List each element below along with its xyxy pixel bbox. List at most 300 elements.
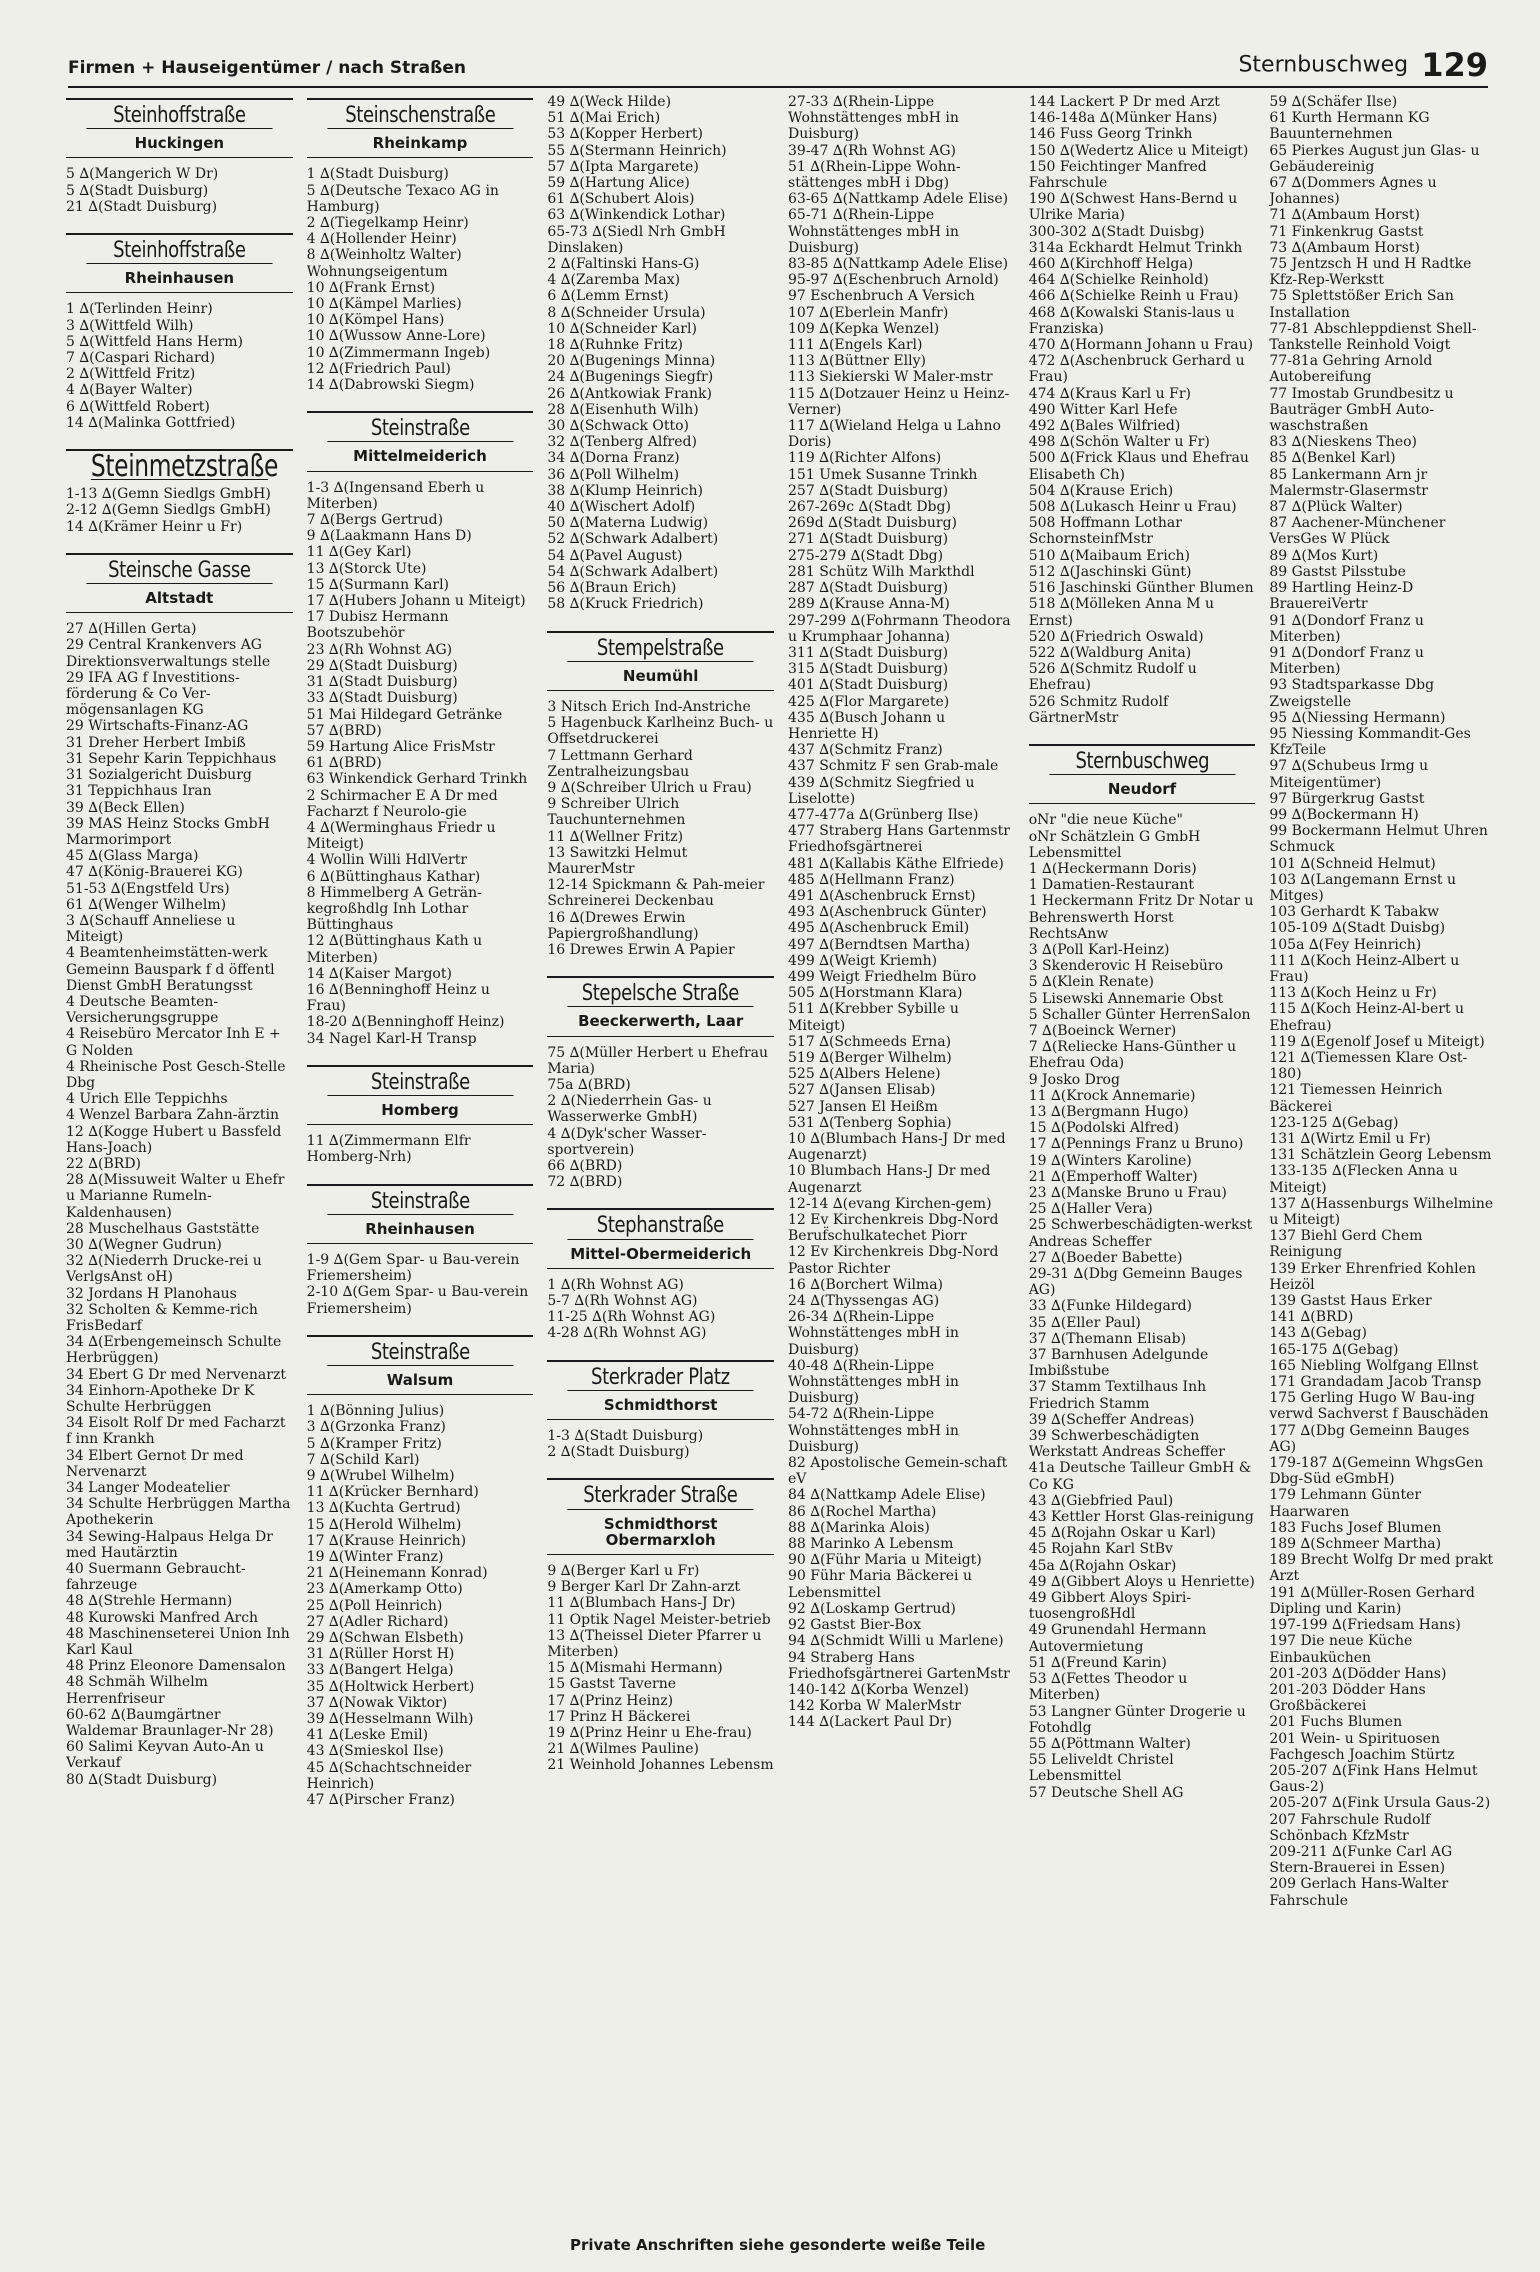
directory-entry: 4 ∆(Bayer Walter) xyxy=(66,382,193,399)
directory-entry: 57 ∆(BRD) xyxy=(306,722,382,739)
directory-entry: 75 Splettstößer Erich San Installation xyxy=(1269,288,1454,321)
directory-entry: 97 Eschenbruch A Versich xyxy=(788,288,975,305)
directory-entry: 34 Nagel Karl-H Transp xyxy=(306,1030,477,1047)
directory-entry: 39 ∆(Scheffer Andreas) xyxy=(1028,1411,1195,1428)
directory-entry: 39-47 ∆(Rh Wohnst AG) xyxy=(788,142,956,159)
directory-entry: 141 ∆(BRD) xyxy=(1269,1309,1354,1326)
directory-entry: 39 Schwerbeschädigten Werkstatt Andreas Scheffer xyxy=(1028,1428,1225,1461)
directory-entry: 113 ∆(Büttner Elly) xyxy=(788,353,926,370)
directory-entry: 4 Reisebüro Mercator Inh E + G Nolden xyxy=(66,1026,281,1059)
directory-entry: 41 ∆(Leske Emil) xyxy=(306,1727,429,1744)
directory-entry: 49 ∆(Gibbert Aloys u Henriette) xyxy=(1028,1573,1255,1590)
directory-entry: 485 ∆(Hellmann Franz) xyxy=(788,871,955,888)
directory-entry: 28 ∆(Eisenhuth Wilh) xyxy=(547,401,699,418)
directory-entry: 34 ∆(Erbengemeinsch Schulte Herbrüggen) xyxy=(66,1334,282,1367)
header-section-title: Firmen + Hauseigentümer / nach Straßen xyxy=(68,58,466,78)
directory-entry: 34 Elbert Gernot Dr med Nervenarzt xyxy=(66,1447,244,1480)
district-name: Schmidthorst Obermarxloh xyxy=(547,1510,774,1555)
street-heading-block xyxy=(66,553,293,613)
directory-entry: 470 ∆(Hormann Johann u Frau) xyxy=(1028,337,1254,354)
directory-entry: 14 ∆(Kaiser Margot) xyxy=(306,965,452,982)
directory-entry: 113 ∆(Koch Heinz u Fr) xyxy=(1269,985,1437,1002)
directory-entry: 4 ∆(Zaremba Max) xyxy=(547,272,681,289)
directory-entry: 2 ∆(Tiegelkamp Heinr) xyxy=(306,215,469,232)
district-name: Schmidthorst xyxy=(547,1391,774,1420)
directory-entry: 508 ∆(Lukasch Heinr u Frau) xyxy=(1028,499,1237,516)
directory-entry: 177 ∆(Dbg Gemeinn Bauges AG) xyxy=(1269,1422,1470,1455)
directory-entry: 140-142 ∆(Korba Wenzel) xyxy=(788,1681,969,1698)
directory-entry: 23 ∆(Rh Wohnst AG) xyxy=(306,641,453,658)
directory-entry: 27 ∆(Hillen Gerta) xyxy=(66,621,197,638)
directory-entry: 73 ∆(Ambaum Horst) xyxy=(1269,239,1420,256)
directory-entry: 29 ∆(Schwan Elsbeth) xyxy=(306,1630,464,1647)
street-name: Steinschenstraße xyxy=(327,100,513,129)
directory-entry: 84 ∆(Nattkamp Adele Elise) xyxy=(788,1487,986,1504)
directory-entry: 121 ∆(Tiemessen Klare Ost-180) xyxy=(1269,1049,1468,1083)
directory-entry: 11 ∆(Wellner Fritz) xyxy=(547,828,684,845)
directory-entry: 492 ∆(Bales Wilfried) xyxy=(1028,418,1181,435)
directory-entry: 28 ∆(Missuweit Walter u Ehefr u Marianne Rumeln-Kaldenhausen) xyxy=(66,1172,285,1221)
district-name: Altstadt xyxy=(66,584,293,613)
directory-entry: 6 ∆(Lemm Ernst) xyxy=(547,288,669,305)
directory-entry: 92 Gastst Bier-Box xyxy=(788,1617,921,1634)
directory-entry: 57 ∆(Ipta Margarete) xyxy=(547,158,699,175)
directory-entry: 43 ∆(Giebfried Paul) xyxy=(1028,1492,1174,1509)
directory-entry: 4 ∆(Werminghaus Friedr u Miteigt) xyxy=(306,819,496,853)
directory-entry: 95 Niessing Kommandit-Ges KfzTeile xyxy=(1269,725,1471,759)
directory-entry: 17 Dubisz Hermann Bootszubehör xyxy=(306,609,449,642)
street-heading-block xyxy=(307,411,534,471)
district-name: Neudorf xyxy=(1029,775,1256,804)
directory-entry: 460 ∆(Kirchhoff Helga) xyxy=(1028,256,1194,273)
directory-entry: 150 ∆(Wedertz Alice u Miteigt) xyxy=(1028,142,1249,159)
directory-entry: 55 Leliveldt Christel Lebensmittel xyxy=(1028,1752,1174,1785)
directory-entry: 12 Ev Kirchenkreis Dbg-Nord Beruf̈schulkatechet Piorr xyxy=(788,1212,999,1245)
directory-entry: 45 ∆(Rojahn Oskar u Karl) xyxy=(1028,1525,1216,1542)
directory-entry: 32 ∆(Tenberg Alfred) xyxy=(547,434,697,451)
directory-entry: 9 ∆(Laakmann Hans D) xyxy=(306,528,472,545)
directory-entry: 39 ∆(Beck Ellen) xyxy=(66,799,185,816)
directory-entry: 89 ∆(Mos Kurt) xyxy=(1269,547,1379,564)
directory-entry: 209 Gerlach Hans-Walter Fahrschule xyxy=(1269,1876,1449,1909)
directory-entry: 29 Central Krankenvers AG Direktionsverwaltungs stelle xyxy=(66,637,271,670)
directory-entry: 183 Fuchs Josef Blumen xyxy=(1269,1519,1442,1536)
directory-entry: 5 ∆(Wittfeld Hans Herm) xyxy=(66,333,243,350)
directory-entry: 119 ∆(Egenolf Josef u Miteigt) xyxy=(1269,1033,1485,1050)
directory-entry: 87 Aachener-Münchener VersGes W Plück xyxy=(1269,515,1446,548)
directory-entry: 29 ∆(Stadt Duisburg) xyxy=(306,657,458,674)
directory-entry: 107 ∆(Eberlein Manfr) xyxy=(788,304,949,321)
directory-entry: 10 ∆(Blumbach Hans-J Dr med Augenarzt) xyxy=(788,1131,1006,1164)
directory-entry: 119 ∆(Richter Alfons) xyxy=(788,450,942,467)
street-name: Steinhoffstraße xyxy=(86,235,272,264)
directory-entry: 34 Sewing-Halpaus Helga Dr med Hautärztin xyxy=(66,1528,273,1561)
directory-entry: 34 ∆(Dorna Franz) xyxy=(547,450,680,467)
directory-entry: 179 Lehmann Günter Haarwaren xyxy=(1269,1487,1422,1520)
directory-entry: 45 ∆(Glass Marga) xyxy=(66,848,199,865)
directory-entry: 435 ∆(Busch Johann u Henriette H) xyxy=(788,709,946,742)
street-heading-block xyxy=(66,98,293,158)
directory-entry: 267-269c ∆(Stadt Dbg) xyxy=(788,499,951,516)
directory-entry: 490 Witter Karl Hefe xyxy=(1028,401,1178,418)
directory-entry: 14 ∆(Dabrowski Siegm) xyxy=(306,377,475,394)
directory-entry: 85 Lankermann Arn jr Malermstr-Glasermstr xyxy=(1269,466,1428,499)
directory-column xyxy=(547,94,774,2204)
directory-entry: 61 ∆(Schubert Alois) xyxy=(547,191,695,208)
directory-entry: 201-203 ∆(Dödder Hans) xyxy=(1269,1665,1447,1682)
directory-entry: 99 ∆(Bockermann H) xyxy=(1269,806,1419,823)
directory-entry: 4 ∆(Dyk'scher Wasser-sportverein) xyxy=(547,1125,707,1158)
directory-entry: 16 ∆(Borchert Wilma) xyxy=(788,1276,944,1293)
directory-entry: 83 ∆(Nieskens Theo) xyxy=(1269,434,1418,451)
directory-entry: 49 Grunendahl Hermann Autovermietung xyxy=(1028,1622,1207,1655)
directory-entry: 37 Stamm Textilhaus Inh Friedrich Stamm xyxy=(1028,1379,1207,1412)
street-name: Steinstraße xyxy=(327,1067,513,1096)
directory-entry: 10 ∆(Frank Ernst) xyxy=(306,279,436,296)
district-name: Rheinkamp xyxy=(307,129,534,158)
directory-entry: 31 Dreher Herbert Imbiß xyxy=(66,734,246,751)
directory-entry: 82 Apostolische Gemein-schaft eV xyxy=(788,1455,1008,1488)
directory-entry: 15 Gastst Taverne xyxy=(547,1676,676,1693)
directory-entry: 51-53 ∆(Engstfeld Urs) xyxy=(66,880,230,897)
directory-entry: 464 ∆(Schielke Reinhold) xyxy=(1028,272,1209,289)
directory-entry: 51 ∆(Freund Karin) xyxy=(1028,1654,1167,1671)
directory-entry: 7 ∆(Bergs Gertrud) xyxy=(306,512,444,529)
directory-entry: 14 ∆(Malinka Gottfried) xyxy=(66,414,236,431)
directory-entry: 105-109 ∆(Stadt Duisbg) xyxy=(1269,920,1446,937)
directory-entry: 300-302 ∆(Stadt Duisbg) xyxy=(1028,223,1205,240)
directory-entry: 75 ∆(Müller Herbert u Ehefrau Maria) xyxy=(547,1044,769,1077)
directory-entry: 500 ∆(Frick Klaus und Ehefrau Elisabeth Ch) xyxy=(1028,450,1249,483)
directory-entry: 55 ∆(Stermann Heinrich) xyxy=(547,142,727,159)
directory-entry: 13 ∆(Kuchta Gertrud) xyxy=(306,1500,461,1517)
directory-entry: 257 ∆(Stadt Duisburg) xyxy=(788,482,949,499)
directory-entry: 90 Führ Maria Bäckerei u Lebensmittel xyxy=(788,1568,972,1601)
directory-entry: 20 ∆(Bugenings Minna) xyxy=(547,353,716,370)
directory-entry: 401 ∆(Stadt Duisburg) xyxy=(788,677,949,694)
directory-entry: 1 ∆(Terlinden Heinr) xyxy=(66,301,213,318)
directory-entry: 61 ∆(BRD) xyxy=(306,755,382,772)
directory-entry: 297-299 ∆(Fohrmann Theodora u Krumphaar Johanna) xyxy=(788,612,1011,645)
directory-entry: 24 ∆(Thyssengas AG) xyxy=(788,1293,940,1310)
directory-entry: 4 Wollin Willi HdlVertr xyxy=(306,852,468,869)
directory-entry: 12 ∆(Friedrich Paul) xyxy=(306,360,451,377)
directory-entry: 207 Fahrschule Rudolf Schönbach KfzMstr xyxy=(1269,1811,1431,1844)
street-name: Sterkrader Platz xyxy=(568,1362,754,1391)
street-name: Steinstraße xyxy=(327,413,513,442)
directory-columns xyxy=(66,94,1496,2204)
directory-entry: 111 ∆(Engels Karl) xyxy=(788,337,923,354)
directory-entry: 35 ∆(Eller Paul) xyxy=(1028,1314,1141,1331)
directory-entry: 5 Lisewski Annemarie Obst xyxy=(1028,990,1224,1007)
directory-entry: 165 Niebling Wolfgang Ellnst xyxy=(1269,1357,1479,1374)
directory-entry: 11 ∆(Zimmermann Elfr Homberg-Nrh) xyxy=(306,1133,471,1166)
directory-entry: 175 Gerling Hugo W Bau-ing verwd Sachverst f Bauschäden xyxy=(1269,1390,1489,1423)
directory-entry: 83-85 ∆(Nattkamp Adele Elise) xyxy=(788,256,1009,273)
directory-entry: 5 ∆(Stadt Duisburg) xyxy=(66,182,209,199)
directory-entry: 35 ∆(Holtwick Herbert) xyxy=(306,1678,475,1695)
directory-entry: 9 Josko Drog xyxy=(1028,1071,1120,1088)
directory-entry: 314a Eckhardt Helmut Trinkh xyxy=(1028,239,1243,256)
directory-entry: 4 ∆(Hollender Heinr) xyxy=(306,231,457,248)
directory-entry: 29 IFA AG f Investitions-förderung & Co Ver-mögensanlagen KG xyxy=(66,669,240,719)
directory-entry: 3 ∆(Grzonka Franz) xyxy=(306,1419,446,1436)
directory-entry: 30 ∆(Wegner Gudrun) xyxy=(66,1236,222,1253)
directory-entry: 29-31 ∆(Dbg Gemeinn Bauges AG) xyxy=(1028,1266,1243,1299)
directory-entry: 15 ∆(Herold Wilhelm) xyxy=(306,1516,462,1533)
directory-entry: 61 ∆(Wenger Wilhelm) xyxy=(66,896,227,913)
directory-entry: 499 ∆(Weigt Kriemh) xyxy=(788,952,938,969)
directory-entry: 38 ∆(Klump Heinrich) xyxy=(547,482,703,499)
directory-entry: 59 ∆(Schäfer Ilse) xyxy=(1269,94,1398,110)
directory-entry: 80 ∆(Stadt Duisburg) xyxy=(66,1771,218,1788)
directory-entry: 144 ∆(Lackert Paul Dr) xyxy=(788,1714,952,1731)
directory-entry: 2-12 ∆(Gemn Siedlgs GmbH) xyxy=(66,502,271,519)
directory-column xyxy=(788,94,1015,2204)
directory-entry: 9 ∆(Berger Karl u Fr) xyxy=(547,1563,700,1580)
directory-entry: 59 ∆(Hartung Alice) xyxy=(547,175,690,192)
directory-entry: 86 ∆(Rochel Martha) xyxy=(788,1503,937,1520)
directory-entry: 95 ∆(Niessing Hermann) xyxy=(1269,709,1446,726)
directory-entry: 474 ∆(Kraus Karl u Fr) xyxy=(1028,385,1192,402)
directory-entry: 9 Berger Karl Dr Zahn-arzt xyxy=(547,1579,741,1596)
directory-entry: 24 ∆(Bugenings Siegfr) xyxy=(547,369,714,386)
directory-entry: 1 ∆(Stadt Duisburg) xyxy=(306,166,449,183)
directory-entry: 2 ∆(Stadt Duisburg) xyxy=(547,1444,690,1461)
directory-entry: 2-10 ∆(Gem Spar- u Bau-verein Friemersheim) xyxy=(306,1284,529,1317)
directory-entry: 512 ∆(Jaschinski Günt) xyxy=(1028,563,1192,580)
directory-entry: 10 ∆(Wussow Anne-Lore) xyxy=(306,328,486,345)
directory-entry: 472 ∆(Aschenbruck Gerhard u Frau) xyxy=(1028,353,1245,386)
directory-entry: 99 Bockermann Helmut Uhren Schmuck xyxy=(1269,823,1488,856)
directory-entry: 468 ∆(Kowalski Stanis-laus u Franziska) xyxy=(1028,304,1235,337)
directory-entry: 17 ∆(Krause Heinrich) xyxy=(306,1532,467,1549)
directory-entry: 498 ∆(Schön Walter u Fr) xyxy=(1028,434,1210,451)
directory-entry: 21 ∆(Emperhoff Walter) xyxy=(1028,1168,1198,1185)
directory-entry: 10 Blumbach Hans-J Dr med Augenarzt xyxy=(788,1163,991,1196)
directory-entry: 16 Drewes Erwin A Papier xyxy=(547,941,735,958)
directory-entry: 17 Prinz H Bäckerei xyxy=(547,1708,691,1725)
directory-entry: 197 Die neue Küche Einbauküchen xyxy=(1269,1633,1413,1666)
street-name: Sternbuschweg xyxy=(1049,746,1235,775)
directory-entry: 87 ∆(Plück Walter) xyxy=(1269,499,1403,516)
directory-entry: 510 ∆(Maibaum Erich) xyxy=(1028,547,1191,564)
directory-entry: 97 Bürgerkrug Gastst xyxy=(1269,790,1425,807)
directory-entry: 41a Deutsche Tailleur GmbH & Co KG xyxy=(1028,1460,1252,1493)
directory-entry: 315 ∆(Stadt Duisburg) xyxy=(788,661,949,678)
directory-entry: 189 ∆(Schmeer Martha) xyxy=(1269,1536,1442,1553)
directory-entry: 511 ∆(Krebber Sybille u Miteigt) xyxy=(788,1001,959,1034)
directory-entry: 25 ∆(Poll Heinrich) xyxy=(306,1597,443,1614)
directory-entry: 59 Hartung Alice FrisMstr xyxy=(306,738,495,755)
directory-entry: 205-207 ∆(Fink Ursula Gaus-2) xyxy=(1269,1795,1491,1812)
directory-entry: 477-477a ∆(Grünberg Ilse) xyxy=(788,806,979,823)
directory-entry: 31 ∆(Stadt Duisburg) xyxy=(306,674,458,691)
directory-entry: 13 ∆(Theissel Dieter Pfarrer u Miterben) xyxy=(547,1627,762,1661)
directory-entry: 34 Einhorn-Apotheke Dr K Schulte Herbrüggen xyxy=(66,1382,255,1416)
directory-entry: 45 Rojahn Karl StBv xyxy=(1028,1541,1173,1558)
directory-entry: 491 ∆(Aschenbruck Ernst) xyxy=(788,887,976,904)
directory-entry: 499 Weigt Friedhelm Büro xyxy=(788,968,977,985)
directory-entry: 11 ∆(Blumbach Hans-J Dr) xyxy=(547,1595,736,1612)
directory-entry: 103 ∆(Langemann Ernst u Mitges) xyxy=(1269,871,1456,904)
directory-entry: 171 Grandadam Jacob Transp xyxy=(1269,1374,1482,1391)
directory-entry: 75 Jentzsch H und H Radtke Kfz-Rep-Werkstt xyxy=(1269,256,1472,289)
directory-column xyxy=(66,94,293,2204)
page-number: 129 xyxy=(1421,46,1488,84)
directory-entry: 5 ∆(Kramper Fritz) xyxy=(306,1435,442,1452)
directory-entry: oNr "die neue Küche" xyxy=(1028,812,1183,829)
directory-entry: 19 ∆(Prinz Heinr u Ehe-frau) xyxy=(547,1725,752,1742)
directory-entry: 518 ∆(Mölleken Anna M u Ernst) xyxy=(1028,596,1215,629)
directory-entry: 109 ∆(Kepka Wenzel) xyxy=(788,320,940,337)
directory-entry: 94 Straberg Hans Friedhofsgärtnerei GartenMstr xyxy=(788,1649,1010,1682)
directory-entry: 522 ∆(Waldburg Anita) xyxy=(1028,644,1192,661)
directory-entry: 72 ∆(BRD) xyxy=(547,1174,623,1191)
district-name: Beeckerwerth, Laar xyxy=(547,1007,774,1036)
directory-entry: 10 ∆(Schneider Karl) xyxy=(547,320,697,337)
directory-entry: 93 Stadtsparkasse Dbg Zweigstelle xyxy=(1269,677,1435,710)
directory-entry: 43 ∆(Smieskol Ilse) xyxy=(306,1743,444,1760)
directory-entry: oNr Schätzlein G GmbH Lebensmittel xyxy=(1028,828,1201,861)
directory-entry: 77-81a Gehring Arnold Autobereifung xyxy=(1269,353,1433,386)
directory-entry: 7 ∆(Schild Karl) xyxy=(306,1451,420,1468)
directory-entry: 63 Winkendick Gerhard Trinkh xyxy=(306,771,528,788)
directory-entry: 40-48 ∆(Rhein-Lippe Wohnstättenges mbH in Duisburg) xyxy=(788,1357,959,1407)
directory-entry: 88 ∆(Marinka Alois) xyxy=(788,1519,930,1536)
directory-entry: 1-3 ∆(Stadt Duisburg) xyxy=(547,1428,704,1445)
directory-entry: 25 Schwerbeschädigten-werkst Andreas Scheffer xyxy=(1028,1217,1253,1250)
street-name: Stephanstraße xyxy=(568,1210,754,1239)
directory-entry: 77-81 Abschleppdienst Shell-Tankstelle Reinhold Voigt xyxy=(1269,320,1477,354)
district-name: Huckingen xyxy=(66,129,293,158)
directory-entry: 191 ∆(Müller-Rosen Gerhard Dipling und Karin) xyxy=(1269,1584,1475,1617)
directory-entry: 8 ∆(Schneider Ursula) xyxy=(547,304,706,321)
street-name: Steinstraße xyxy=(327,1337,513,1366)
directory-entry: 21 ∆(Heinemann Konrad) xyxy=(306,1565,488,1582)
directory-entry: 12-14 Spickmann & Pah-meier Schreinerei Deckenbau xyxy=(547,877,765,910)
directory-entry: 71 Finkenkrug Gastst xyxy=(1269,223,1424,240)
directory-entry: 21 ∆(Wilmes Pauline) xyxy=(547,1741,700,1758)
directory-entry: 9 ∆(Schreiber Ulrich u Frau) xyxy=(547,779,752,796)
directory-entry: 3 ∆(Poll Karl-Heinz) xyxy=(1028,941,1170,958)
directory-entry: 209-211 ∆(Funke Carl AG Stern-Brauerei in Essen) xyxy=(1269,1843,1453,1877)
directory-entry: 111 ∆(Koch Heinz-Albert u Frau) xyxy=(1269,952,1460,985)
directory-entry: 497 ∆(Berndtsen Martha) xyxy=(788,936,971,953)
directory-entry: 16 ∆(Benninghoff Heinz u Frau) xyxy=(306,981,490,1015)
district-name: Rheinhausen xyxy=(66,264,293,293)
directory-entry: 1 Heckermann Fritz Dr Notar u Behrenswerth Horst RechtsAnw xyxy=(1028,893,1254,942)
directory-entry: 47 ∆(König-Brauerei KG) xyxy=(66,864,243,881)
directory-entry: 39 MAS Heinz Stocks GmbH Marmorimport xyxy=(66,815,270,848)
directory-entry: 31 Teppichhaus Iran xyxy=(66,783,212,800)
street-name: Stempelstraße xyxy=(568,633,754,662)
directory-entry: 269d ∆(Stadt Duisburg) xyxy=(788,515,957,532)
street-heading-block xyxy=(547,631,774,691)
directory-entry: 531 ∆(Tenberg Sophia) xyxy=(788,1114,952,1131)
directory-entry: 271 ∆(Stadt Duisburg) xyxy=(788,531,949,548)
directory-entry: 51 ∆(Rhein-Lippe Wohn-stättenges mbH i Dbg) xyxy=(788,158,961,192)
directory-entry: 26 ∆(Antkowiak Frank) xyxy=(547,385,712,402)
district-name: Homberg xyxy=(307,1096,534,1125)
directory-entry: 3 ∆(Wittfeld Wilh) xyxy=(66,317,194,334)
directory-column xyxy=(1029,94,1256,2204)
directory-entry: 37 Barnhusen Adelgunde Imbißstube xyxy=(1028,1347,1209,1380)
directory-entry: 13 ∆(Bergmann Hugo) xyxy=(1028,1103,1189,1120)
directory-entry: 4 Beamtenheimstätten-werk Gemeinn Bauspark f d öffentl Dienst GmbH Beratungsst xyxy=(66,945,275,994)
directory-entry: 115 ∆(Koch Heinz-Al-bert u Ehefrau) xyxy=(1269,1001,1465,1034)
directory-entry: 25 ∆(Haller Vera) xyxy=(1028,1201,1153,1218)
directory-entry: 103 Gerhardt K Tabakw xyxy=(1269,904,1440,921)
directory-entry: 311 ∆(Stadt Duisburg) xyxy=(788,644,949,661)
directory-entry: 12-14 ∆(evang Kirchen-gem) xyxy=(788,1195,992,1212)
directory-entry: 47 ∆(Pirscher Franz) xyxy=(306,1792,455,1809)
directory-entry: 527 ∆(Jansen Elisab) xyxy=(788,1082,936,1099)
district-name: Neumühl xyxy=(547,662,774,691)
street-name: Steinmetzstraße xyxy=(90,449,278,485)
directory-entry: 11-25 ∆(Rh Wohnst AG) xyxy=(547,1309,716,1326)
directory-entry: 54-72 ∆(Rhein-Lippe Wohnstättenges mbH in Duisburg) xyxy=(788,1406,959,1455)
directory-entry: 54 ∆(Schwark Adalbert) xyxy=(547,563,719,580)
directory-entry: 10 ∆(Kömpel Hans) xyxy=(306,312,445,329)
directory-entry: 5 ∆(Deutsche Texaco AG in Hamburg) xyxy=(306,182,499,215)
directory-entry: 17 ∆(Prinz Heinz) xyxy=(547,1692,674,1709)
directory-entry: 66 ∆(BRD) xyxy=(547,1157,623,1174)
directory-entry: 53 Langner Günter Drogerie u Fotohdlg xyxy=(1028,1703,1246,1736)
directory-entry: 2 ∆(Faltinski Hans-G) xyxy=(547,256,700,273)
directory-entry: 101 ∆(Schneid Helmut) xyxy=(1269,855,1436,872)
directory-entry: 56 ∆(Braun Erich) xyxy=(547,580,677,597)
directory-entry: 495 ∆(Aschenbruck Emil) xyxy=(788,920,970,937)
directory-entry: 33 ∆(Funke Hildegard) xyxy=(1028,1298,1192,1315)
directory-column xyxy=(307,94,534,2204)
directory-entry: 6 ∆(Büttinghaus Kathar) xyxy=(306,868,481,885)
directory-entry: 9 ∆(Wrubel Wilhelm) xyxy=(306,1468,455,1485)
directory-entry: 504 ∆(Krause Erich) xyxy=(1028,482,1174,499)
directory-entry: 4 Deutsche Beamten-Versicherungsgruppe xyxy=(66,993,219,1027)
directory-entry: 508 Hoffmann Lothar SchornsteinfMstr xyxy=(1028,515,1182,548)
directory-entry: 21 ∆(Stadt Duisburg) xyxy=(66,198,218,215)
directory-entry: 493 ∆(Aschenbruck Günter) xyxy=(788,904,987,921)
directory-entry: 33 ∆(Bangert Helga) xyxy=(306,1662,454,1679)
directory-entry: 179-187 ∆(Gemeinn WhgsGen Dbg-Süd eGmbH) xyxy=(1269,1455,1484,1488)
directory-entry: 55 ∆(Pöttmann Walter) xyxy=(1028,1735,1191,1752)
directory-entry: 54 ∆(Pavel August) xyxy=(547,547,683,564)
directory-entry: 29 Wirtschafts-Finanz-AG xyxy=(66,718,249,735)
street-heading-block xyxy=(547,1208,774,1268)
directory-entry: 189 Brecht Wolfg Dr med prakt Arzt xyxy=(1269,1552,1494,1585)
directory-entry: 91 ∆(Dondorf Franz u Miterben) xyxy=(1269,612,1424,645)
directory-entry: 275-279 ∆(Stadt Dbg) xyxy=(788,547,944,564)
directory-entry: 527 Jansen El Heißm xyxy=(788,1098,938,1115)
street-heading-block xyxy=(307,1184,534,1244)
directory-entry: 15 ∆(Podolski Alfred) xyxy=(1028,1120,1180,1137)
directory-entry: 34 Ebert G Dr med Nervenarzt xyxy=(66,1366,286,1383)
directory-entry: 2 ∆(Wittfeld Fritz) xyxy=(66,366,196,383)
directory-entry: 85 ∆(Benkel Karl) xyxy=(1269,450,1396,467)
directory-entry: 40 Suermann Gebraucht-fahrzeuge xyxy=(66,1561,246,1594)
directory-entry: 17 ∆(Hubers Johann u Miteigt) xyxy=(306,593,526,610)
directory-entry: 1 Damatien-Restaurant xyxy=(1028,877,1195,894)
directory-entry: 48 ∆(Strehle Hermann) xyxy=(66,1593,233,1610)
directory-entry: 12 ∆(Kogge Hubert u Bassfeld Hans-Joach) xyxy=(66,1123,282,1156)
street-heading-block xyxy=(307,98,534,158)
street-heading-block xyxy=(307,1065,534,1125)
directory-entry: 4 Wenzel Barbara Zahn-ärztin xyxy=(66,1107,279,1124)
directory-entry: 19 ∆(Winter Franz) xyxy=(306,1549,444,1566)
directory-entry: 71 ∆(Ambaum Horst) xyxy=(1269,207,1420,224)
street-heading-block xyxy=(66,233,293,293)
